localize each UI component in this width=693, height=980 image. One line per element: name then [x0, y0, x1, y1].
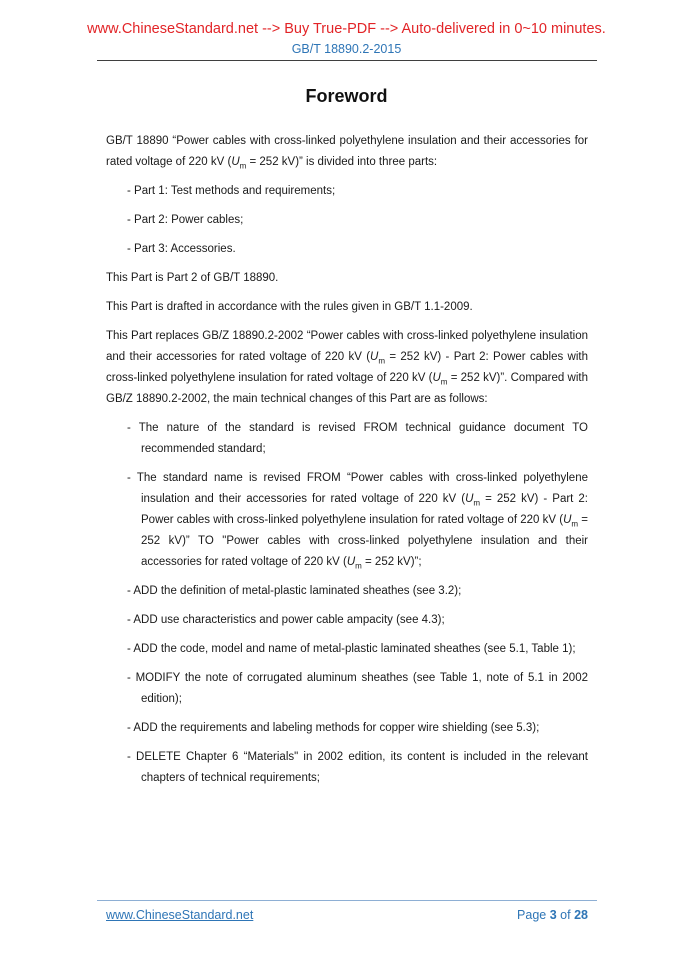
list-item: - ADD the code, model and name of metal-plastic laminated sheathes (see 5.1, Table 1);	[127, 643, 576, 655]
list-item: - Part 1: Test methods and requirements;	[127, 185, 336, 197]
footer-page-indicator	[517, 908, 588, 922]
list-item: - Part 2: Power cables;	[127, 214, 244, 226]
list-item: - ADD use characteristics and power cable ampacity (see 4.3);	[127, 614, 445, 626]
list-item: - ADD the definition of metal-plastic laminated sheathes (see 3.2);	[127, 585, 462, 597]
footer-row	[0, 908, 693, 922]
header-rule	[97, 60, 597, 61]
footer-page-total: 28	[574, 908, 588, 922]
list-item: - Part 3: Accessories.	[127, 243, 236, 255]
document-body	[0, 131, 693, 789]
page-footer	[0, 900, 693, 922]
footer-of-label: of	[560, 908, 571, 922]
list-item: - The standard name is revised FROM “Power cables with cross-linked polyethylene insulation and their accessories for rated voltage of 220 kV ($U_m = 252$ kV) - Part 2: Power cables with cross-linked polyethylene insulation for rated voltage of 220 kV ($U_m = 252$ kV)” TO "Power cables with cross-linked polyethylene insulation and their accessories for rated voltage of 220 kV ($U_m = 252$ kV)”;	[127, 472, 589, 571]
list-item: - ADD the requirements and labeling methods for copper wire shielding (see 5.3);	[127, 722, 540, 734]
list-item: - The nature of the standard is revised FROM technical guidance document TO recommended standard;	[127, 422, 588, 455]
paragraph: This Part is Part 2 of GB/T 18890.	[106, 272, 279, 284]
footer-page-label: Page	[517, 908, 547, 922]
header-doc-code: GB/T 18890.2-2015	[291, 42, 402, 56]
page-title: Foreword	[305, 86, 388, 106]
paragraph: This Part is drafted in accordance with the rules given in GB/T 1.1-2009.	[106, 301, 473, 313]
footer-site-link[interactable]: www.ChineseStandard.net	[106, 908, 254, 922]
footer-page-number: 3	[549, 908, 557, 922]
paragraph: GB/T 18890 “Power cables with cross-linked polyethylene insulation and their accessories for rated voltage of 220 kV ($U_m = 252$ kV)” is divided into three parts:	[106, 135, 588, 171]
footer-rule	[97, 900, 597, 901]
list-item: - MODIFY the note of corrugated aluminum sheathes (see Table 1, note of 5.1 in 2002 edition);	[127, 672, 588, 705]
list-item: - DELETE Chapter 6 “Materials" in 2002 edition, its content is included in the relevant chapters of technical requirements;	[127, 751, 588, 784]
header-banner-link[interactable]: www.ChineseStandard.net --> Buy True-PDF --> Auto-delivered in 0~10 minutes.	[87, 21, 606, 37]
paragraph: This Part replaces GB/Z 18890.2-2002 “Power cables with cross-linked polyethylene insulation and their accessories for rated voltage of 220 kV ($U_m = 252$ kV) - Part 2: Power cables with cross-linked polyethylene insulation for rated voltage of 220 kV ($U_m = 252$ kV)”. Compared with GB/Z 18890.2-2002, the main technical changes of this Part are as follows:	[106, 330, 589, 405]
